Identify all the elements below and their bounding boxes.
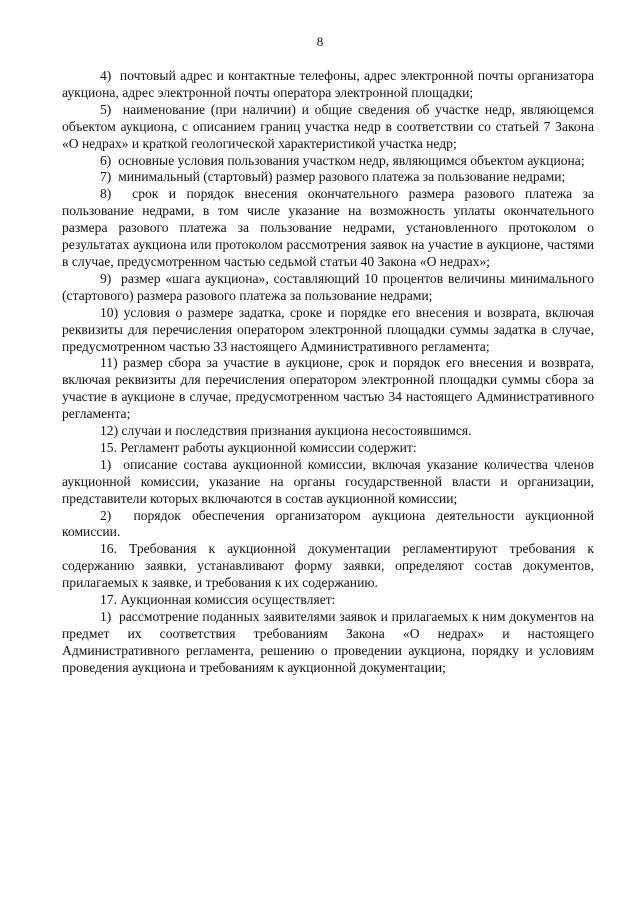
list-item-participation-fee: 11) размер сбора за участие в аукционе, срок и порядок его внесения и возврата, включая реквизиты для перечисления оператором электронной площадки суммы сбора за участие в аукционе в случае, предусмотренном частью 34 настоящего Административного регламента;: [62, 355, 594, 422]
list-item-subsoil-plot-info: 5) наименование (при наличии) и общие сведения об участке недр, являющемся объектом аукциона, с описанием границ участка недр в соответствии со статьей 7 Закона «О недрах» и краткой геологической характеристикой участка недр;: [62, 101, 594, 151]
section-16-paragraph: 16. Требования к аукционной документации регламентируют требования к содержанию заявки, устанавливают форму заявки, определяют состав документов, прилагаемых к заявке, и требования к их содержанию.: [62, 541, 594, 591]
list-item-commission-support: 2) порядок обеспечения организатором аукциона деятельности аукционной комиссии.: [62, 507, 594, 540]
list-item-postal-address: 4) почтовый адрес и контактные телефоны, адрес электронной почты организатора аукциона, адрес электронной почты оператора электронной площадки;: [62, 68, 594, 100]
page-number: 8: [316, 34, 324, 49]
section-17-heading: 17. Аукционная комиссия осуществляет:: [100, 592, 336, 608]
list-item-auction-failure: 12) случаи и последствия признания аукциона несостоявшимся.: [100, 423, 472, 439]
list-item-commission-composition: 1) описание состава аукционной комиссии, включая указание количества членов аукционной комиссии, указание на органы государственной власти и организации, представители которых включаются в состав аукционной комиссии;: [62, 456, 594, 506]
list-item-auction-step: 9) размер «шага аукциона», составляющий 10 процентов величины минимального (стартового) размера разового платежа за пользование недрами;: [62, 270, 594, 303]
document-body: [62, 68, 594, 677]
section-15-heading: 15. Регламент работы аукционной комиссии содержит:: [100, 439, 417, 455]
list-item-usage-conditions: 6) основные условия пользования участком недр, являющимся объектом аукциона;: [100, 152, 585, 168]
list-item-minimal-payment: 7) минимальный (стартовый) размер разового платежа за пользование недрами;: [100, 169, 566, 185]
list-item-final-payment-procedure: 8) срок и порядок внесения окончательного размера разового платежа за пользование недрами, в том числе указание на возможность уплаты окончательного размера разового платежа за пользование недрами, установленного протоколом о результатах аукциона или протоколом рассмотрения заявок на участие в аукционе, частями в случае, предусмотренном частью седьмой статьи 40 Закона «О недрах»;: [62, 186, 594, 269]
list-item-application-review: 1) рассмотрение поданных заявителями заявок и прилагаемых к ним документов на предмет их соответствия требованиям Закона «О недрах» и настоящего Административного регламента, решению о проведении аукциона, порядку и условиям проведения аукциона и требованиям к аукционной документации;: [62, 609, 594, 675]
list-item-deposit-conditions: 10) условия о размере задатка, сроке и порядке его внесения и возврата, включая реквизиты для перечисления оператором электронной площадки суммы задатка в случае, предусмотренном частью 33 настоящего Административного регламента;: [62, 304, 594, 354]
